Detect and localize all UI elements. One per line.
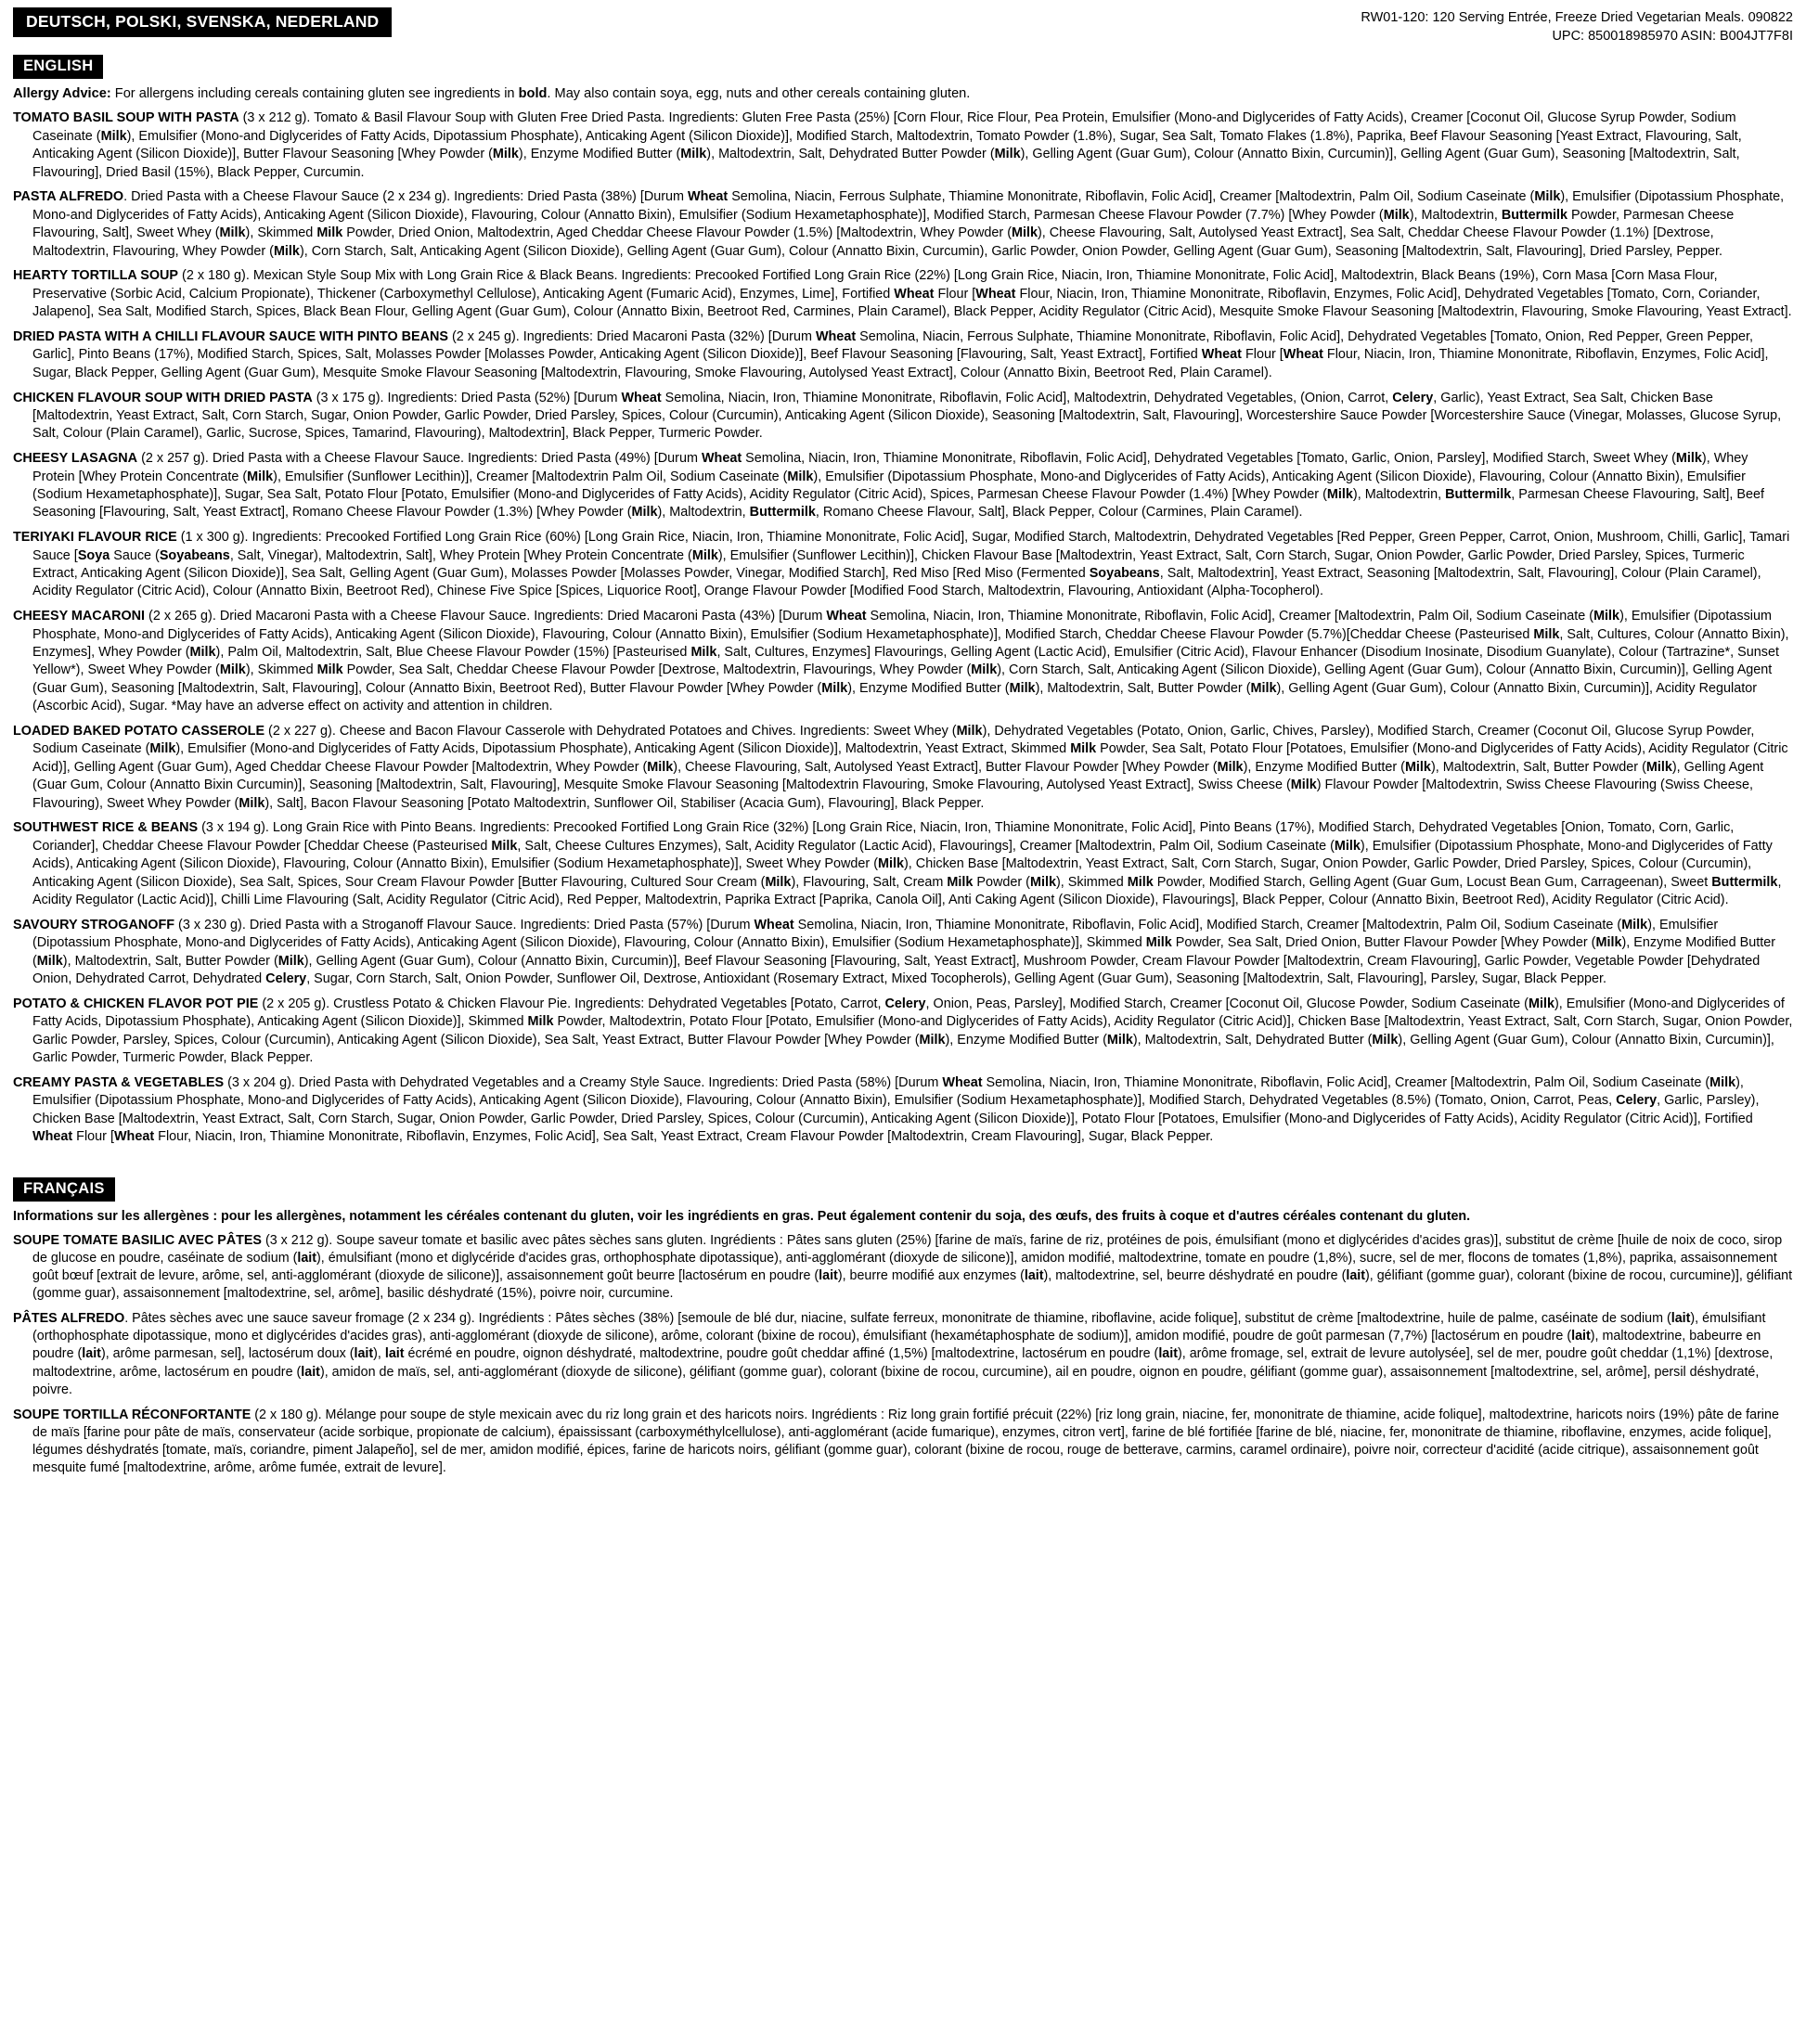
ingredient-entry xyxy=(13,1310,1793,1399)
entry-name: CREAMY PASTA & VEGETABLES xyxy=(13,1074,225,1090)
upc-asin-line: UPC: 850018985970 ASIN: B004JT7F8I xyxy=(1552,28,1793,44)
entry-name: DRIED PASTA WITH A CHILLI FLAVOUR SAUCE WITH PINTO BEANS xyxy=(13,329,449,344)
entry-body: (3 x 212 g). Soupe saveur tomate et basilic avec pâtes sèches sans gluten. Ingrédients : Pâtes sans gluten (25%) [farine de maïs, farine de riz, protéines de pois, émulsifiant (mono et diglycérides d'acides gras)], substitut de crème [huile de noix de coco, sirop de glucose en poudre, caséinate de sodium (lait), émulsifiant (mono et diglycéride d'acides gras, orthophosphate dipotassique), anti-agglomérant (dioxyde de silicone)], amidon modifié, maltodextrine, tomate en poudre (1,8%), sucre, sel de mer, flocons de tomates (1,8%), paprika, assaisonnement goût bœuf [extrait de levure, arôme, sel, anti-agglomérant (dioxyde de silicone)], assaisonnement goût beurre [lactosérum en poudre (lait), beurre modifié aux enzymes (lait), maltodextrine, sel, beurre déshydraté en poudre (lait), gélifiant (gomme guar), colorant (bixine de rocou, curcumine)], gélifiant (gomme guar), assaisonnement [maltodextrine, sel, arôme], basilic déshydraté (15%), poivre noir, curcumine. xyxy=(32,1232,1793,1302)
entry-body: (2 x 245 g). Ingredients: Dried Macaroni Pasta (32%) [Durum Wheat Semolina, Niacin, Ferrous Sulphate, Thiamine Mononitrate, Riboflavin, Folic Acid], Dehydrated Vegetables [Tomato, Onion, Red Pepper, Green Pepper, Garlic], Pinto Beans (17%), Modified Starch, Spices, Salt, Molasses Powder [Molasses Powder, Anticaking Agent (Silicon Dioxide)], Beef Flavour Seasoning [Flavouring, Salt, Yeast Extract], Fortified Wheat Flour [Wheat Flour, Niacin, Iron, Thiamine Mononitrate, Riboflavin, Enzymes, Folic Acid], Sugar, Black Pepper, Gelling Agent (Guar Gum), Mesquite Smoke Flavour Seasoning [Maltodextrin, Flavouring, Smoke Flavouring, Autolysed Yeast Extract], Colour (Annatto Bixin, Beetroot Red, Plain Caramel). xyxy=(32,329,1769,380)
ingredient-entry xyxy=(13,996,1793,1068)
entry-body: (3 x 204 g). Dried Pasta with Dehydrated Vegetables and a Creamy Style Sauce. Ingredients: Dried Pasta (58%) [Durum Wheat Semolina, Niacin, Iron, Thiamine Mononitrate, Riboflavin, Folic Acid], Creamer [Maltodextrin, Palm Oil, Sodium Caseinate (Milk), Emulsifier (Dipotassium Phosphate, Mono-and Diglycerides of Fatty Acids), Anticaking Agent (Silicon Dioxide), Flavouring, Colour (Annatto Bixin), Emulsifier (Sodium Hexametaphosphate)], Modified Starch, Dehydrated Vegetables (8.5%) (Tomato, Onion, Carrot, Peas, Celery, Garlic, Parsley), Chicken Base [Maltodextrin, Yeast Extract, Salt, Corn Starch, Sugar, Onion Powder, Garlic Powder, Dried Parsley, Spices, Colour (Curcumin), Anticaking Agent (Silicon Dioxide)], Potato Flour [Potatoes, Emulsifier (Mono-and Diglycerides of Fatty Acids), Acidity Regulator (Citric Acid)], Fortified Wheat Flour [Wheat Flour, Niacin, Iron, Thiamine Mononitrate, Riboflavin, Enzymes, Folic Acid], Sea Salt, Yeast Extract, Cream Flavour Powder [Maltodextrin, Cream Flavouring], Sugar, Black Pepper. xyxy=(32,1074,1760,1144)
ingredient-entry xyxy=(13,1232,1793,1304)
entry-body: (2 x 205 g). Crustless Potato & Chicken Flavour Pie. Ingredients: Dehydrated Vegetables [Potato, Carrot, Celery, Onion, Peas, Parsley], Modified Starch, Creamer [Coconut Oil, Glucose Powder, Sodium Caseinate (Milk), Emulsifier (Mono-and Diglycerides of Fatty Acids, Dipotassium Phosphate), Anticaking Agent (Silicon Dioxide)], Skimmed Milk Powder, Maltodextrin, Potato Flour [Potato, Emulsifier (Mono-and Diglycerides of Fatty Acids), Acidity Regulator (Citric Acid)], Chicken Base [Maltodextrin, Yeast Extract, Salt, Corn Starch, Sugar, Onion Powder, Garlic Powder, Parsley, Spices, Colour (Curcumin), Anticaking Agent (Silicon Dioxide), Sea Salt, Yeast Extract, Butter Flavour Powder [Whey Powder (Milk), Enzyme Modified Butter (Milk), Maltodextrin, Salt, Dehydrated Butter (Milk), Gelling Agent (Guar Gum), Colour (Annatto Bixin, Curcumin)], Garlic Powder, Turmeric Powder, Black Pepper. xyxy=(32,996,1793,1065)
entry-body: (2 x 257 g). Dried Pasta with a Cheese Flavour Sauce. Ingredients: Dried Pasta (49%) [Durum Wheat Semolina, Niacin, Iron, Thiamine Mononitrate, Riboflavin, Folic Acid], Dehydrated Vegetables [Tomato, Garlic, Onion, Parsley], Modified Starch, Sweet Whey (Milk), Whey Protein [Whey Protein Concentrate (Milk), Emulsifier (Sunflower Lecithin)], Creamer [Maltodextrin Palm Oil, Sodium Caseinate (Milk), Emulsifier (Dipotassium Phosphate, Mono-and Diglycerides of Fatty Acids), Anticaking Agent (Silicon Dioxide), Flavouring, Colour (Annatto Bixin), Emulsifier (Sodium Hexametaphosphate)], Sugar, Sea Salt, Potato Flour [Potato, Emulsifier (Mono-and Diglycerides of Fatty Acids), Acidity Regulator (Citric Acid), Spices, Parmesan Cheese Flavour Powder (1.4%) [Whey Powder (Milk), Maltodextrin, Buttermilk, Parmesan Cheese Flavouring, Salt], Beef Seasoning [Flavouring, Salt, Yeast Extract], Romano Cheese Flavour Powder (1.3%) [Whey Powder (Milk), Maltodextrin, Buttermilk, Romano Cheese Flavour, Salt], Black Pepper, Colour (Carmines, Plain Caramel). xyxy=(32,451,1765,521)
entry-name: CHEESY LASAGNA xyxy=(13,451,138,467)
entry-body: (2 x 227 g). Cheese and Bacon Flavour Casserole with Dehydrated Potatoes and Chives. Ingredients: Sweet Whey (Milk), Dehydrated Vegetables (Potato, Onion, Garlic, Chives, Parsley), Modified Starch, Creamer (Coconut Oil, Glucose Syrup Powder, Sodium Caseinate (Milk), Emulsifier (Mono-and Diglycerides of Fatty Acids, Dipotassium Phosphate), Anticaking Agent (Silicon Dioxide)], Maltodextrin, Yeast Extract, Skimmed Milk Powder, Sea Salt, Potato Flour [Potatoes, Emulsifier (Mono-and Diglycerides of Fatty Acids), Acidity Regulator (Citric Acid)], Gelling Agent (Guar Gum), Aged Cheddar Cheese Flavour Powder [Maltodextrin, Whey Powder (Milk), Cheese Flavouring, Salt, Autolysed Yeast Extract], Butter Flavour Powder [Whey Powder (Milk), Enzyme Modified Butter (Milk), Maltodextrin, Salt, Butter Powder (Milk), Gelling Agent (Guar Gum, Colour (Annatto Bixin Curcumin)], Seasoning [Maltodextrin, Salt, Flavouring], Mesquite Smoke Flavour Seasoning [Maltodextrin Flavouring, Smoke Flavouring, Autolysed Yeast Extract], Swiss Cheese (Milk) Flavour Powder [Maltodextrin, Swiss Cheese Flavouring (Swiss Cheese, Flavouring), Sweet Whey Powder (Milk), Salt], Bacon Flavour Seasoning [Potato Maltodextrin, Sunflower Oil, Stabiliser (Acacia Gum), Flavouring], Black Pepper. xyxy=(32,724,1788,811)
entry-body: (1 x 300 g). Ingredients: Precooked Fortified Long Grain Rice (60%) [Long Grain Rice, Niacin, Iron, Thiamine Mononitrate, Folic Acid], Sugar, Modified Starch, Maltodextrin, Dehydrated Vegetables [Red Pepper, Green Pepper, Carrot, Onion, Mushroom, Chilli, Garlic], Tamari Sauce [Soya Sauce (Soyabeans, Salt, Vinegar), Maltodextrin, Salt], Whey Protein [Whey Protein Concentrate (Milk), Emulsifier (Sunflower Lecithin)], Chicken Flavour Base [Maltodextrin, Yeast Extract, Salt, Corn Starch, Sugar, Onion Powder, Garlic Powder, Dried Parsley, Spices, Turmeric Extract, Anticaking Agent (Silicon Dioxide)], Sea Salt, Gelling Agent (Guar Gum), Molasses Powder [Molasses Powder, Vinegar, Modified Starch], Red Miso [Red Miso (Fermented Soyabeans, Salt, Maltodextrin], Yeast Extract, Seasoning [Maltodextrin, Salt, Flavouring], Colour (Plain Caramel), Acidity Regulator (Citric Acid), Colour (Annatto Bixin, Beetroot Red), Chinese Five Spice [Spices, Liquorice Root], Orange Flavour Powder [Modified Food Starch, Maltodextrin, Flavouring, Antioxidant (Alpha-Tocopherol). xyxy=(32,530,1790,599)
product-meta xyxy=(1361,7,1793,45)
ingredient-entry xyxy=(13,328,1793,382)
document-header xyxy=(13,7,1793,45)
ingredient-entry xyxy=(13,109,1793,182)
product-code-line: RW01-120: 120 Serving Entrée, Freeze Dried Vegetarian Meals. 090822 xyxy=(1361,10,1793,25)
ingredient-entry xyxy=(13,1074,1793,1147)
entry-body: (2 x 265 g). Dried Macaroni Pasta with a Cheese Flavour Sauce. Ingredients: Dried Macaroni Pasta (43%) [Durum Wheat Semolina, Niacin, Iron, Thiamine Mononitrate, Riboflavin, Folic Acid], Creamer [Maltodextrin, Palm Oil, Sodium Caseinate (Milk), Emulsifier (Dipotassium Phosphate, Mono-and Diglycerides of Fatty Acids), Anticaking Agent (Silicon Dioxide), Flavouring, Colour (Annatto Bixin), Emulsifier (Sodium Hexametaphosphate)], Modified Starch, Cheddar Cheese Flavour Powder (5.7%)[Cheddar Cheese (Pasteurised Milk, Salt, Cultures, Colour (Annatto Bixin), Enzymes], Whey Powder (Milk), Palm Oil, Maltodextrin, Salt, Blue Cheese Flavour Powder (15%) [Pasteurised Milk, Salt, Cultures, Enzymes] Flavourings, Gelling Agent (Lactic Acid), Emulsifier (Citric Acid), Flavour Enhancer (Disodium Inosinate, Disodium Guanylate), Colour (Tartrazine*, Sunset Yellow*), Sweet Whey Powder (Milk), Skimmed Milk Powder, Sea Salt, Cheddar Cheese Flavour Powder [Dextrose, Maltodextrin, Flavourings, Whey Powder (Milk), Corn Starch, Salt, Anticaking Agent (Silicon Dioxide), Gelling Agent (Guar Gum), Colour (Annatto Bixin, Curcumin)], Gelling Agent (Guar Gum), Seasoning [Maltodextrin, Salt, Flavouring], Colour (Annatto Bixin, Beetroot Red), Butter Flavour Powder [Whey Powder (Milk), Enzyme Modified Butter (Milk), Maltodextrin, Salt, Butter Powder (Milk), Gelling Agent (Guar Gum), Colour (Annatto Bixin, Curcumin)], Acidity Regulator (Ascorbic Acid), Sugar. *May have an adverse effect on activity and attention in children. xyxy=(32,609,1789,714)
entry-name: SOUTHWEST RICE & BEANS xyxy=(13,820,199,836)
entry-name: HEARTY TORTILLA SOUP xyxy=(13,268,179,284)
entry-name: POTATO & CHICKEN FLAVOR POT PIE xyxy=(13,996,259,1011)
ingredient-entry xyxy=(13,917,1793,989)
entry-body: (2 x 180 g). Mélange pour soupe de style mexicain avec du riz long grain et des haricots noirs. Ingrédients : Riz long grain fortifié précuit (22%) [riz long grain, niacine, fer, mononitrate de thiamine, acide folique], maltodextrine, haricots noirs (19%) pâte de farine de maïs [farine pour pâte de maïs, conservateur (acide sorbique, propionate de calcium), épaississant (carboxyméthylcellulose), anti-agglomérant (acide fumarique), enzymes, citron vert], farine de blé fortifiée [farine de blé, niacine, fer, mononitrate de thiamine, riboflavine, enzymes, acide folique], légumes déshydratés [tomate, maïs, coriandre, piment Jalapeño], sel de mer, amidon modifié, épices, farine de haricots noirs, gélifiant (gomme guar), colorant (bixine de rocou, rouge de betterave, carmins, caramel ordinaire), poivre noir, correcteur d'acidité (acide citrique), assaisonnement goût mesquite fumé [maltodextrine, arôme, arôme fumée, extrait de levure]. xyxy=(32,1407,1779,1476)
allergy-advice-francais xyxy=(13,1208,1793,1226)
entry-name: TOMATO BASIL SOUP WITH PASTA xyxy=(13,110,239,126)
entry-body: . Dried Pasta with a Cheese Flavour Sauce (2 x 234 g). Ingredients: Dried Pasta (38%) [Durum Wheat Semolina, Niacin, Ferrous Sulphate, Thiamine Mononitrate, Riboflavin, Folic Acid], Creamer [Maltodextrin, Palm Oil, Sodium Caseinate (Milk), Emulsifier (Dipotassium Phosphate, Mono-and Diglycerides of Fatty Acids), Anticaking Agent (Silicon Dioxide), Flavouring, Colour (Annatto Bixin), Emulsifier (Sodium Hexametaphosphate)], Modified Starch, Parmesan Cheese Flavour Powder (7.7%) [Whey Powder (Milk), Maltodextrin, Buttermilk Powder, Parmesan Cheese Flavouring, Salt], Sweet Whey (Milk), Skimmed Milk Powder, Dried Onion, Maltodextrin, Aged Cheddar Cheese Flavour Powder (1.5%) [Maltodextrin, Whey Powder (Milk), Cheese Flavouring, Salt, Autolysed Yeast Extract], Sea Salt, Cheddar Cheese Flavour Powder (1.1%) [Dextrose, Maltodextrin, Flavouring, Whey Powder (Milk), Corn Starch, Salt, Anticaking Agent (Silicon Dioxide), Gelling Agent (Guar Gum), Colour (Annatto Bixin, Curcumin), Garlic Powder, Onion Powder, Gelling Agent (Guar Gum), Seasoning [Maltodextrin, Salt, Flavouring], Dried Parsley, Pepper. xyxy=(32,189,1785,259)
ingredient-entry xyxy=(13,723,1793,813)
allergy-advice-bold-word: bold xyxy=(518,86,548,102)
ingredient-entry xyxy=(13,608,1793,715)
languages-banner: DEUTSCH, POLSKI, SVENSKA, NEDERLAND xyxy=(13,7,392,37)
ingredient-entry xyxy=(13,267,1793,321)
ingredient-entry xyxy=(13,390,1793,444)
ingredient-entry xyxy=(13,819,1793,909)
entry-body: . Pâtes sèches avec une sauce saveur fromage (2 x 234 g). Ingrédients : Pâtes sèches (38%) [semoule de blé dur, niacine, sulfate ferreux, mononitrate de thiamine, riboflavine, acide folique], substitut de crème [maltodextrine, huile de palme, caséinate de sodium (lait), émulsifiant (orthophosphate dipotassique, mono et diglycérides d'acides gras), anti-agglomérant (dioxyde de silicone), arôme, colorant (bixine de rocou), émulsifiant (hexamétaphosphate de sodium)], amidon modifié, poudre de goût parmesan (7,7%) [lactosérum en poudre (lait), maltodextrine, babeurre en poudre (lait), arôme parmesan, sel], lactosérum doux (lait), lait écrémé en poudre, oignon déshydraté, maltodextrine, poudre goût cheddar affiné (1,5%) [maltodextrine, lactosérum en poudre (lait), arôme fromage, sel, extrait de levure autolysée], sel de mer, poudre goût cheddar (1,1%) [dextrose, maltodextrine, arôme, lactosérum en poudre (lait), amidon de maïs, sel, anti-agglomérant (dioxyde de silicone), gélifiant (gomme guar), colorant (bixine de rocou, curcumine), ail en poudre, oignon en poudre, gélifiant (gomme guar), assaisonnement [maltodextrine, sel, arôme], persil déshydraté, poivre. xyxy=(32,1310,1774,1397)
ingredient-entry xyxy=(13,1407,1793,1478)
ingredient-entry xyxy=(13,529,1793,601)
section-francais xyxy=(13,1177,1793,1478)
entry-body: (2 x 180 g). Mexican Style Soup Mix with Long Grain Rice & Black Beans. Ingredients: Precooked Fortified Long Grain Rice (22%) [Long Grain Rice, Niacin, Iron, Thiamine Mononitrate, Folic Acid], Maltodextrin, Black Beans (19%), Corn Masa [Corn Masa Flour, Preservative (Sorbic Acid, Calcium Propionate), Thickener (Carboxymethyl Cellulose), Anticaking Agent (Fumaric Acid), Enzymes, Lime], Fortified Wheat Flour [Wheat Flour, Niacin, Iron, Thiamine Mononitrate, Riboflavin, Enzymes, Folic Acid], Dehydrated Vegetables [Tomato, Corn, Coriander, Jalapeno], Sea Salt, Modified Starch, Spices, Black Bean Flour, Gelling Agent (Guar Gum), Colour (Annatto Bixin, Beetroot Red, Carmines, Plain Caramel), Black Pepper, Acidity Regulator (Citric Acid), Mesquite Smoke Flavour Seasoning [Maltodextrin, Flavouring, Smoke Flavouring, Yeast Extract]. xyxy=(32,268,1792,320)
entry-name: LOADED BAKED POTATO CASSEROLE xyxy=(13,724,265,739)
ingredient-entry xyxy=(13,450,1793,522)
entry-name: SAVOURY STROGANOFF xyxy=(13,917,175,932)
entry-name: CHICKEN FLAVOUR SOUP WITH DRIED PASTA xyxy=(13,390,313,405)
entry-name: TERIYAKI FLAVOUR RICE xyxy=(13,530,177,546)
allergy-advice-label: Allergy Advice: xyxy=(13,86,111,102)
entry-name: SOUPE TOMATE BASILIC AVEC PÂTES xyxy=(13,1232,262,1248)
entry-name: PASTA ALFREDO xyxy=(13,189,124,205)
entry-name: CHEESY MACARONI xyxy=(13,609,146,624)
ingredient-entry xyxy=(13,188,1793,261)
section-divider-space xyxy=(13,1153,1793,1177)
entry-body: (3 x 175 g). Ingredients: Dried Pasta (52%) [Durum Wheat Semolina, Niacin, Iron, Thiamine Mononitrate, Riboflavin, Folic Acid], Maltodextrin, Dehydrated Vegetables, (Onion, Carrot, Celery, Garlic), Yeast Extract, Sea Salt, Chicken Base [Maltodextrin, Yeast Extract, Salt, Corn Starch, Sugar, Onion Powder, Garlic Powder, Dried Parsley, Spices, Colour (Curcumin), Anticaking Agent (Silicon Dioxide), Seasoning [Maltodextrin, Salt, Flavouring], Worcestershire Sauce Powder [Worcestershire Sauce (Vinegar, Molasses, Glucose Syrup, Salt, Colour (Plain Caramel), Garlic, Sucrose, Spices, Tamarind, Flavouring), Maltodextrin], Black Pepper, Turmeric Powder. xyxy=(32,390,1782,442)
allergy-advice-text-fr: Informations sur les allergènes : pour les allergènes, notamment les céréales contenant du gluten, voir les ingrédients en gras. Peut également contenir du soja, des œufs, des fruits à coque et d'autres céréales contenant du gluten. xyxy=(13,1208,1471,1224)
entry-name: SOUPE TORTILLA RÉCONFORTANTE xyxy=(13,1407,252,1422)
entry-body: (3 x 230 g). Dried Pasta with a Stroganoff Flavour Sauce. Ingredients: Dried Pasta (57%) [Durum Wheat Semolina, Niacin, Iron, Thiamine Mononitrate, Riboflavin, Folic Acid], Modified Starch, Creamer [Maltodextrin, Palm Oil, Sodium Caseinate (Milk), Emulsifier (Dipotassium Phosphate, Mono-and Diglycerides of Fatty Acids), Anticaking Agent (Silicon Dioxide), Flavouring, Colour (Annatto Bixin), Emulsifier (Sodium Hexametaphosphate)], Skimmed Milk Powder, Sea Salt, Dried Onion, Butter Flavour Powder [Whey Powder (Milk), Enzyme Modified Butter (Milk), Maltodextrin, Salt, Butter Powder (Milk), Gelling Agent (Guar Gum), Colour (Annatto Bixin, Curcumin)], Beef Flavour Seasoning [Flavouring, Salt, Yeast Extract], Mushroom Powder, Cream Flavour Powder [Maltodextrin, Cream Flavouring], Garlic Powder, Vegetable Powder [Dehydrated Onion, Dehydrated Carrot, Dehydrated Celery, Sugar, Corn Starch, Salt, Onion Powder, Sunflower Oil, Dextrose, Antioxidant (Rosemary Extract, Mixed Tocopherols), Gelling Agent (Guar Gum), Seasoning [Maltodextrin, Salt, Flavouring], Parsley, Sugar, Black Pepper. xyxy=(32,917,1776,986)
allergy-advice-text-2: . May also contain soya, egg, nuts and other cereals containing gluten. xyxy=(547,86,971,102)
entry-name: PÂTES ALFREDO xyxy=(13,1310,125,1326)
section-banner-francais: FRANÇAIS xyxy=(13,1177,115,1202)
entry-body: (3 x 194 g). Long Grain Rice with Pinto Beans. Ingredients: Precooked Fortified Long Grain Rice (32%) [Long Grain Rice, Niacin, Iron, Thiamine Mononitrate, Folic Acid], Pinto Beans (17%), Modified Starch, Dehydrated Vegetables [Onion, Tomato, Corn, Garlic, Coriander], Cheddar Cheese Flavour Powder [Cheddar Cheese (Pasteurised Milk, Salt, Cheese Cultures Enzymes), Salt, Acidity Regulator (Lactic Acid), Flavourings], Creamer [Maltodextrin, Palm Oil, Sodium Caseinate (Milk), Emulsifier (Dipotassium Phosphate, Mono-and Diglycerides of Fatty Acids), Anticaking Agent (Silicon Dioxide), Flavouring, Colour (Annatto Bixin), Emulsifier (Sodium Hexametaphosphate)], Sweet Whey Powder (Milk), Chicken Base [Maltodextrin, Yeast Extract, Salt, Corn Starch, Sugar, Onion Powder, Garlic Powder, Dried Parsley, Spices, Colour (Curcumin), Anticaking Agent (Silicon Dioxide), Sea Salt, Spices, Sour Cream Flavour Powder [Butter Flavouring, Cultured Sour Cream (Milk), Flavouring, Salt, Cream Milk Powder (Milk), Skimmed Milk Powder, Modified Starch, Gelling Agent (Guar Gum, Locust Bean Gum, Carrageenan), Sweet Buttermilk, Acidity Regulator (Lactic Acid)], Chilli Lime Flavouring (Salt, Acidity Regulator (Citric Acid), Red Pepper, Maltodextrin, Paprika Extract [Paprika, Canola Oil], Anti Caking Agent (Silicon Dioxide), Flavourings], Black Pepper, Colour (Annatto Bixin, Beetroot Red), Acidity Regulator (Citric Acid). xyxy=(32,820,1782,907)
allergy-advice-text-1: For allergens including cereals containing gluten see ingredients in xyxy=(110,86,519,102)
entry-body: (3 x 212 g). Tomato & Basil Flavour Soup with Gluten Free Dried Pasta. Ingredients: Gluten Free Pasta (25%) [Corn Flour, Rice Flour, Pea Protein, Emulsifier (Mono-and Diglycerides of Fatty Acids), Creamer [Coconut Oil, Glucose Syrup Powder, Sodium Caseinate (Milk), Emulsifier (Mono-and Diglycerides of Fatty Acids, Dipotassium Phosphate), Anticaking Agent (Silicon Dioxide)], Modified Starch, Maltodextrin, Tomato Powder (1.8%), Sugar, Sea Salt, Tomato Flakes (1.8%), Paprika, Beef Flavour Seasoning [Yeast Extract, Flavouring, Salt, Anticaking Agent (Silicon Dioxide)], Butter Flavour Seasoning [Whey Powder (Milk), Enzyme Modified Butter (Milk), Maltodextrin, Salt, Dehydrated Butter Powder (Milk), Gelling Agent (Guar Gum), Colour (Annatto Bixin, Curcumin)], Gelling Agent (Guar Gum), Seasoning [Maltodextrin, Salt, Flavouring], Dried Basil (15%), Black Pepper, Curcumin. xyxy=(32,110,1742,180)
section-banner-english: ENGLISH xyxy=(13,55,103,79)
allergy-advice-english xyxy=(13,85,1793,103)
